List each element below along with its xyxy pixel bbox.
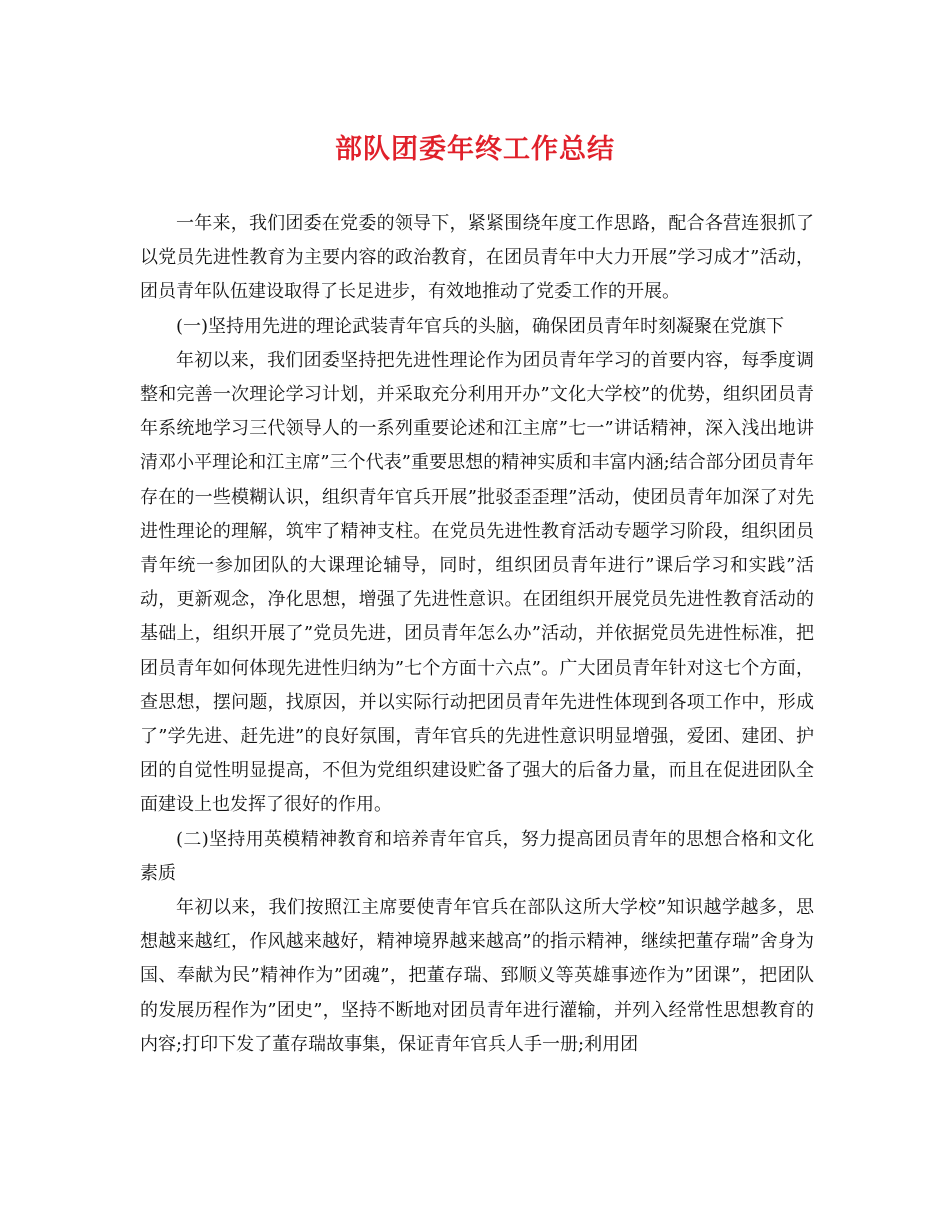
- document-body: [140, 207, 814, 1062]
- paragraph-intro: 一年来，我们团委在党委的领导下，紧紧围绕年度工作思路，配合各营连狠抓了以党员先进性教育为主要内容的政治教育，在团员青年中大力开展”学习成才”活动，团员青年队伍建设取得了长足进步，有效地推动了党委工作的开展。: [140, 213, 814, 303]
- section-heading-1: (一)坚持用先进的理论武装青年官兵的头脑，确保团员青年时刻凝聚在党旗下: [176, 315, 785, 337]
- document-title: 部队团委年终工作总结: [335, 134, 615, 165]
- paragraph-section-1: 年初以来，我们团委坚持把先进性理论作为团员青年学习的首要内容，每季度调整和完善一次理论学习计划，并采取充分利用开办”文化大学校”的优势，组织团员青年系统地学习三代领导人的一系列重要论述和江主席”七一”讲话精神，深入浅出地讲清邓小平理论和江主席”三个代表”重要思想的精神实质和丰富内涵;结合部分团员青年存在的一些模糊认识，组织青年官兵开展”批驳歪歪理”活动，使团员青年加深了对先进性理论的理解，筑牢了精神支柱。在党员先进性教育活动专题学习阶段，组织团员青年统一参加团队的大课理论辅导，同时，组织团员青年进行”课后学习和实践”活动，更新观念，净化思想，增强了先进性意识。在团组织开展党员先进性教育活动的基础上，组织开展了”党员先进，团员青年怎么办”活动，并依据党员先进性标准，把团员青年如何体现先进性归纳为”七个方面十六点”。广大团员青年针对这七个方面，查思想，摆问题，找原因，并以实际行动把团员青年先进性体现到各项工作中，形成了”学先进、赶先进”的良好氛围，青年官兵的先进性意识明显增强，爱团、建团、护团的自觉性明显提高，不但为党组织建设贮备了强大的后备力量，而且在促进团队全面建设上也发挥了很好的作用。: [140, 349, 814, 816]
- paragraph-section-2: 年初以来，我们按照江主席要使青年官兵在部队这所大学校”知识越学越多，思想越来越红，作风越来越好，精神境界越来越高”的指示精神，继续把董存瑞”舍身为国、奉献为民”精神作为”团魂”，把董存瑞、郅顺义等英雄事迹作为”团课”，把团队的发展历程作为”团史”，坚持不断地对团员青年进行灌输，并列入经常性思想教育的内容;打印下发了董存瑞故事集，保证青年官兵人手一册;利用团: [140, 897, 814, 1055]
- section-heading-2: (二)坚持用英模精神教育和培养青年官兵，努力提高团员青年的思想合格和文化素质: [140, 828, 814, 884]
